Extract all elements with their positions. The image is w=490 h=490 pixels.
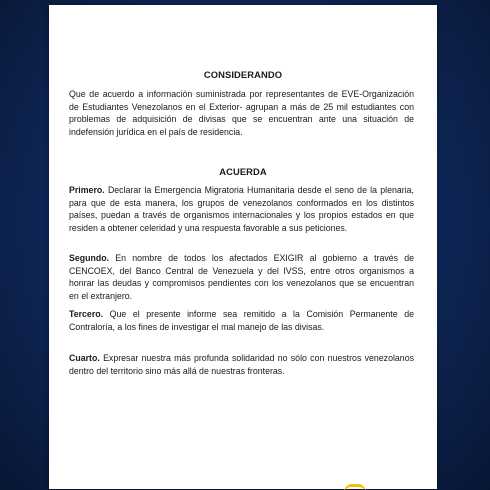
item-text: Declarar la Emergencia Migratoria Humanitaria desde el seno de la plenaria, para que de esta manera, los grupos de venezolanos conformados en los distintos países, puedan a través de organismos internacionales y los propios estados en que residen a obtener celeridad y una respuesta favorable a sus peticiones.: [69, 185, 414, 233]
acuerda-item-cuarto: [69, 352, 414, 377]
item-label: Segundo.: [69, 253, 110, 263]
item-label: Cuarto.: [69, 353, 100, 363]
item-label: Tercero.: [69, 309, 104, 319]
item-label: Primero.: [69, 185, 105, 195]
item-text: Que el presente informe sea remitido a la Comisión Permanente de Contraloría, a los fines de investigar el mal manejo de las divisas.: [69, 309, 414, 332]
acuerda-item-tercero: [69, 308, 414, 333]
item-text: En nombre de todos los afectados EXIGIR al gobierno a través de CENCOEX, del Banco Central de Venezuela y del IVSS, entre otros organismos a honrar las deudas y compromisos pendientes con los venezolanos que se encuentran en el extranjero.: [69, 253, 414, 301]
acuerda-heading: ACUERDA: [219, 166, 267, 177]
considerando-heading: CONSIDERANDO: [203, 69, 283, 80]
yellow-accent-mark: [344, 484, 366, 490]
item-text: Expresar nuestra más profunda solidaridad no sólo con nuestros venezolanos dentro del territorio sino más allá de nuestras fronteras.: [69, 353, 414, 376]
acuerda-item-segundo: [69, 252, 414, 302]
considerando-paragraph: Que de acuerdo a información suministrada por representantes de EVE-Organización de Estudiantes Venezolanos en el Exterior- agrupan a más de 25 mil estudiantes con problemas de adquisición de divisas que se encuentran ante una situación de indefensión jurídica en el país de residencia.: [69, 89, 414, 137]
acuerda-item-primero: [69, 184, 414, 234]
document-page: [49, 5, 437, 489]
